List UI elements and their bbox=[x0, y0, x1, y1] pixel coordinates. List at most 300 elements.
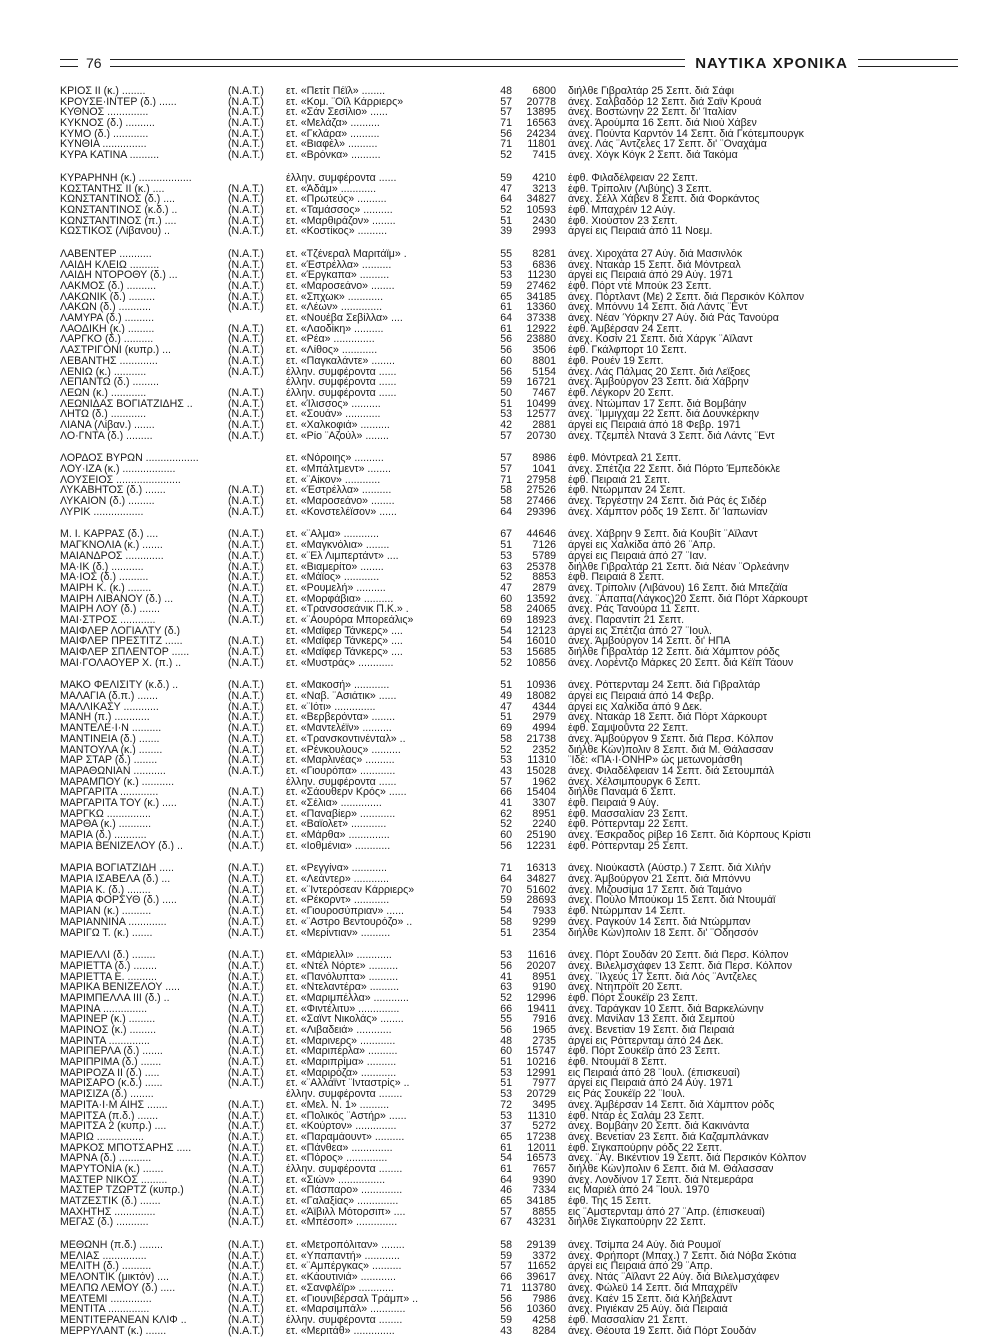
build-year: 64 bbox=[500, 873, 512, 886]
ship-name: ΜΑΛΑΓΙΑ (δ.π.) ....... bbox=[60, 691, 158, 702]
page-number: 76 bbox=[86, 55, 102, 71]
owner-info: ετ. «Ιοθμένια» ............ bbox=[286, 840, 391, 852]
movement: έφθ. Μπαχρέιν 12 Αύγ. bbox=[568, 204, 676, 216]
ship-name: ΜΑΣΤΕΡ ΤΖΩΡΤΖ (κυπρ.) bbox=[60, 1185, 184, 1196]
movement: έφθ. Φιλαδέλφειαν 22 Σεπτ. bbox=[568, 172, 698, 184]
ship-name: ΜΑΝΤΕΛΕ·Ι·Ν .......... bbox=[60, 723, 162, 734]
build-year: 66 bbox=[500, 786, 512, 799]
tonnage: 20730 bbox=[526, 429, 556, 442]
nat-status: (Ν.Α.Τ.) bbox=[228, 883, 264, 896]
nat-status: (Ν.Α.Τ.) bbox=[228, 571, 264, 584]
tonnage: 11310 bbox=[527, 754, 556, 767]
table-row bbox=[60, 205, 958, 216]
ship-name: ΜΑΡΙΑ Κ. (δ.) ........ bbox=[60, 884, 151, 896]
ship-group bbox=[60, 950, 958, 1228]
nat-status bbox=[228, 173, 286, 184]
ship-name: ΚΩΝΣΤΑΝΤΙΝΟΣ (κ.δ.) .. bbox=[60, 204, 178, 216]
build-year: 54 bbox=[500, 1152, 512, 1165]
ship-name: ΜΑΡΙΝΑ ............... bbox=[60, 1003, 148, 1015]
owner-info: ετ. «Ίλισσος» .......... bbox=[286, 398, 381, 410]
tonnage: 6836 bbox=[532, 258, 556, 271]
nat-status: (Ν.Α.Τ.) bbox=[228, 418, 264, 431]
nat-status: (Ν.Α.Τ.) bbox=[228, 1249, 264, 1262]
movement: διήλθε Σιγκαπούρην 22 Σεπτ. bbox=[568, 1217, 706, 1229]
tonnage: 4210 bbox=[532, 171, 556, 184]
movement: άνεχ. Βομβάην 20 Σεπτ. διά Κακινάντα bbox=[568, 1121, 750, 1132]
build-year: 53 bbox=[500, 949, 512, 962]
build-year: 47 bbox=[500, 182, 512, 195]
tonnage: 13592 bbox=[526, 592, 556, 605]
build-year: 58 bbox=[500, 603, 512, 616]
build-year: 51 bbox=[500, 397, 512, 410]
movement: άργεί εις Πειραιά άπό 14 Φεβρ. bbox=[568, 691, 715, 702]
nat-status: (Ν.Α.Τ.) bbox=[228, 839, 264, 852]
movement: άνεχ. Έσκραδος ρίβερ 16 Σεπτ. διά Κόρπους Κρίστι bbox=[568, 830, 811, 841]
ship-name: ΜΑ·ΙΟΣ (δ.) .......... bbox=[60, 572, 149, 583]
page bbox=[60, 52, 958, 1336]
movement: άνεχ. Λονδίνον 17 Σεπτ. διά Ντεμεράρα bbox=[568, 1174, 754, 1186]
owner-info: ετ. «Μαριπέρλα» .......... bbox=[286, 1046, 398, 1058]
tonnage: 23880 bbox=[526, 333, 556, 346]
nat-status: (Ν.Α.Τ.) bbox=[228, 1034, 264, 1047]
tonnage: 7467 bbox=[532, 386, 556, 399]
build-year: 52 bbox=[500, 656, 512, 669]
tonnage: 1041 bbox=[532, 463, 556, 475]
tonnage: 19411 bbox=[527, 1002, 556, 1015]
nat-status: (Ν.Α.Τ.) bbox=[228, 182, 264, 195]
movement: έφθ. Σαμψοΰντα 22 Σεπτ. bbox=[568, 723, 689, 734]
owner-info: ετ. «Γαλαξίας» .............. bbox=[286, 1196, 399, 1207]
movement: έφθ. Γκάλφπορτ 10 Σεπτ. bbox=[568, 345, 687, 356]
movement: άνεχ. ¨Αγ. Βικέντιον 19 Σεπτ. διά Περσικόν Κόλπον bbox=[568, 1153, 807, 1164]
nat-status: (Ν.Α.Τ.) bbox=[228, 1324, 264, 1337]
tonnage: 7933 bbox=[532, 905, 556, 918]
tonnage: 3307 bbox=[532, 796, 556, 809]
movement: άνεχ. Ριγιέκαν 25 Αύγ. διά Πειραιά bbox=[568, 1304, 728, 1315]
movement: άνεχ. Φώλεϋ 14 Σεπτ. διά Μπαχρέϊν bbox=[568, 1282, 738, 1294]
ship-name: ΜΑΡΙΚΑ ΒΕΝΙΖΕΛΟΥ ..... bbox=[60, 982, 180, 993]
owner-info: έλλην. συμφέροντα ...... bbox=[286, 172, 397, 184]
build-year: 53 bbox=[500, 646, 512, 658]
build-year: 53 bbox=[500, 549, 512, 562]
movement: έφθ. Ρουέν 19 Σεπτ. bbox=[568, 355, 664, 367]
ship-name: ΜΑΣΤΕΡ ΝΙΚΟΣ ......... bbox=[60, 1174, 168, 1186]
build-year: 61 bbox=[500, 322, 512, 335]
ship-name: ΜΑΡΙΑ ΒΟΓΙΑΤΖΙΔΗ ..... bbox=[60, 863, 174, 875]
ship-name: ΛΗΤΩ (δ.) ............ bbox=[60, 409, 147, 420]
tonnage: 12011 bbox=[527, 1141, 556, 1154]
tonnage: 2881 bbox=[532, 418, 556, 431]
ship-group bbox=[60, 173, 958, 237]
movement: έφθ. Ντώρμπαν 14 Σεπτ. bbox=[568, 906, 686, 917]
tonnage: 15028 bbox=[526, 764, 556, 777]
ship-name: ΜΑΡΘΑ (κ.) ........... bbox=[60, 819, 152, 830]
build-year: 52 bbox=[500, 149, 512, 162]
nat-status: (Ν.Α.Τ.) bbox=[228, 106, 264, 119]
ship-name: ΚΩΝΣΤΑΝΤΙΝΟΣ (π.) .... bbox=[60, 215, 177, 227]
owner-info: ετ. «Μαϊφερ Τάνκερς» .... bbox=[286, 636, 403, 647]
build-year: 61 bbox=[500, 301, 512, 314]
ship-name: ΛΑΣΤΡΙΓΟΝΙ (κυπρ.) ... bbox=[60, 345, 171, 356]
build-year: 58 bbox=[500, 915, 512, 928]
tonnage: 8284 bbox=[532, 1324, 556, 1337]
ship-name: ΜΑΓΚΝΟΛΙΑ (κ.) ....... bbox=[60, 540, 163, 551]
movement: άνεχ. Ντώμπαν 17 Σεπτ. διά Βομβάην bbox=[568, 398, 747, 410]
tonnage: 16721 bbox=[526, 376, 556, 389]
ship-name: ΚΥΚΝΟΣ (δ.) .......... bbox=[60, 118, 155, 129]
ship-name: ΛΑΜΥΡΑ (δ.) .......... bbox=[60, 313, 155, 324]
ship-name: ΚΥΘΝΟΣ .............. bbox=[60, 107, 149, 119]
ship-name: ΜΕΘΩΝΗ (π.δ.) ........ bbox=[60, 1240, 163, 1251]
movement: άνεχ. Παραντίπ 21 Σεπτ. bbox=[568, 614, 685, 626]
movement: έφθ. Ρόττερνταμ 25 Σεπτ. bbox=[568, 840, 689, 852]
build-year: 60 bbox=[500, 592, 512, 605]
build-year: 57 bbox=[500, 95, 512, 108]
tonnage: 10216 bbox=[526, 1056, 556, 1069]
nat-status: (Ν.Α.Τ.) bbox=[228, 397, 264, 410]
owner-info: ετ. «Τρανσοσεάνικ Π.Κ.» . bbox=[286, 604, 409, 615]
owner-info: ετ. «Γκλάρα» .......... bbox=[286, 128, 380, 140]
movement: άνεχ. ¨Ιμμιγχαμ 22 Σεπτ. διά Δουνκέρκην bbox=[568, 409, 760, 420]
build-year: 51 bbox=[500, 679, 512, 692]
ship-name: ΜΑΛΛΙΚΑΣΥ ............ bbox=[60, 701, 159, 713]
build-year: 65 bbox=[500, 290, 512, 303]
ship-name: ΛΕΝΙΩ (κ.) ........... bbox=[60, 366, 147, 378]
owner-info: ετ. «Παναβίερ» ............ bbox=[286, 808, 396, 820]
ship-name: ΜΑΡ ΣΤΑΡ (δ.) ........ bbox=[60, 755, 158, 766]
build-year: 41 bbox=[500, 970, 512, 983]
ship-group bbox=[60, 86, 958, 161]
nat-status: (Ν.Α.Τ.) bbox=[228, 1173, 264, 1186]
tonnage: 27958 bbox=[526, 473, 556, 486]
nat-status: (Ν.Α.Τ.) bbox=[228, 1303, 264, 1316]
movement: άνεχ. Βενετίαν 23 Σεπτ. διά Καζαμπλάνκαν bbox=[568, 1131, 769, 1143]
ship-name: ΜΑΡΙΣΙΖΑ (δ.) ........ bbox=[60, 1089, 154, 1100]
ship-name: ΛΟΡΔΟΣ ΒΥΡΩΝ .................. bbox=[60, 453, 199, 464]
movement: άνεχ. Νιούκαστλ (Αύστρ.) 7 Σεπτ. διά Χιλήν bbox=[568, 863, 771, 875]
ship-name: ΛΑΡΓΚΟ (δ.) .......... bbox=[60, 334, 154, 346]
ship-name: ΜΑΡΥΤΟΝΙΑ (κ.) ....... bbox=[60, 1163, 164, 1175]
tonnage: 16313 bbox=[526, 862, 556, 875]
nat-status: (Ν.Α.Τ.) bbox=[228, 484, 264, 497]
owner-info: ετ. «Νόροιης» .......... bbox=[286, 453, 384, 464]
ship-name: ΚΥΝΘΙΑ ............... bbox=[60, 139, 147, 151]
movement: έφθ. Τρίπολιν (Λιβύης) 3 Σεπτ. bbox=[568, 183, 712, 195]
header-rule-right bbox=[858, 59, 958, 67]
tonnage: 3495 bbox=[532, 1098, 556, 1111]
tonnage: 2354 bbox=[532, 926, 556, 939]
tonnage: 12922 bbox=[526, 322, 556, 335]
tonnage: 11230 bbox=[527, 269, 556, 282]
tonnage: 8801 bbox=[532, 354, 556, 367]
ship-name: ΚΩΝΣΤΑΝΤΙΝΟΣ (δ.) .... bbox=[60, 194, 175, 205]
build-year: 56 bbox=[500, 959, 512, 972]
owner-info: ετ. «Μάϊος» ............ bbox=[286, 572, 380, 583]
owner-info: ετ. «Μαροσεάνο» ........ bbox=[286, 496, 395, 507]
owner-info: ετ. «Μαϊφερ Τάνκερς» .... bbox=[286, 647, 403, 658]
owner-info: ετ. «Λαοδίκη» .......... bbox=[286, 323, 384, 335]
owner-info: ετ. «Σιών» ................ bbox=[286, 1174, 386, 1186]
movement: άνεχ. Άμβούργον 14 Σεπτ. δι' ΗΠΑ bbox=[568, 636, 731, 647]
owner-info: ετ. «Μερίντιαν» .......... bbox=[286, 927, 391, 939]
owner-info: ετ. «Σάν Σεσίλιο» ...... bbox=[286, 107, 388, 119]
nat-status: (Ν.Α.Τ.) bbox=[228, 873, 264, 886]
owner-info: ετ. «Πάνθεα» .............. bbox=[286, 1142, 393, 1154]
tonnage: 10360 bbox=[526, 1303, 556, 1316]
ship-name: ΜΑΙΦΛΕΡ ΠΡΕΣΤΙΤΖ ...... bbox=[60, 636, 183, 647]
nat-status: (Ν.Α.Τ.) bbox=[228, 1205, 264, 1218]
tonnage: 44646 bbox=[526, 528, 556, 541]
build-year: 42 bbox=[500, 418, 512, 431]
table-row bbox=[60, 1132, 958, 1143]
owner-info: ετ. «¨Αλμα» ............ bbox=[286, 529, 379, 541]
ship-name: ΛΥΡΙΚ ................. bbox=[60, 506, 144, 518]
build-year: 60 bbox=[500, 829, 512, 841]
owner-info: ετ. «Μαροσεάνο» ........ bbox=[286, 281, 395, 292]
movement: διήλθε Γιβραλτάρ 12 Σεπτ. διά Χάμπτον ρόδς bbox=[568, 647, 780, 658]
movement: έφθ. Πειραιά 9 Αύγ. bbox=[568, 797, 660, 809]
build-year: 51 bbox=[500, 539, 512, 552]
owner-info: ετ. «Πόρος» .............. bbox=[286, 1153, 388, 1164]
tonnage: 24234 bbox=[526, 127, 556, 140]
movement: έφθ. Άμβέρσαν 24 Σεπτ. bbox=[568, 323, 683, 335]
owner-info: ετ. «Μαρθιράζον» ........ bbox=[286, 215, 396, 227]
ship-name: ΜΑΧΗΤΗΣ .............. bbox=[60, 1206, 156, 1218]
tonnage: 3506 bbox=[532, 344, 556, 357]
owner-info: ετ. «Μυστράς» ............ bbox=[286, 657, 394, 669]
tonnage: 12996 bbox=[526, 991, 556, 1004]
tonnage: 4994 bbox=[532, 722, 556, 735]
movement: ¨Ιδέ: «ΠΑ·Ι·ΟΝΗΡ» ώς μετωνομάσθη bbox=[568, 755, 743, 766]
tonnage: 2735 bbox=[532, 1034, 556, 1047]
nat-status: (Ν.Α.Τ.) bbox=[228, 1162, 264, 1175]
build-year: 53 bbox=[500, 269, 512, 282]
movement: εις Ράς Σουκέϊρ 22 ¨Ιουλ. bbox=[568, 1089, 686, 1100]
ship-name: ΛΟΥΣΕΙΟΣ ...................... bbox=[60, 474, 181, 486]
build-year: 46 bbox=[500, 1184, 512, 1197]
nat-status: (Ν.Α.Τ.) bbox=[228, 85, 264, 97]
owner-info: ετ. «Ρεγγίνα» ............ bbox=[286, 863, 387, 875]
movement: έφθ. Ντάρ ές Σαλάμ 23 Σεπτ. bbox=[568, 1110, 705, 1122]
tonnage: 27466 bbox=[526, 495, 556, 508]
owner-info: ετ. «¨Ελ Λιμπερτάντ» .... bbox=[286, 550, 399, 562]
owner-info: ετ. «Μαριμπέλλα» ............ bbox=[286, 992, 409, 1004]
movement: άργεί εις Πειραιά άπό 24 Αύγ. 1971 bbox=[568, 1078, 733, 1090]
build-year: 57 bbox=[500, 775, 512, 788]
owner-info: ετ. «Σαϊντ Νικολάς» ........ bbox=[286, 1014, 404, 1025]
movement: έφθ. Της 15 Σεπτ. bbox=[568, 1196, 652, 1207]
nat-status: (Ν.Α.Τ.) bbox=[228, 1141, 264, 1154]
nat-status: (Ν.Α.Τ.) bbox=[228, 949, 264, 962]
build-year: 61 bbox=[500, 1162, 512, 1175]
tonnage: 5272 bbox=[532, 1120, 556, 1133]
owner-info: ετ. «Ντελαντέρα» .......... bbox=[286, 982, 400, 993]
movement: άνεχ. Άρούμπα 16 Σεπτ. διά Νιού Χάβεν bbox=[568, 118, 757, 129]
nat-status: (Ν.Α.Τ.) bbox=[228, 926, 264, 939]
build-year: 65 bbox=[500, 1130, 512, 1143]
nat-status: (Ν.Α.Τ.) bbox=[228, 354, 264, 367]
tonnage: 8951 bbox=[532, 970, 556, 983]
build-year: 59 bbox=[500, 1313, 512, 1326]
nat-status: (Ν.Α.Τ.) bbox=[228, 117, 264, 130]
build-year: 58 bbox=[500, 1239, 512, 1252]
ship-name: ΜΑΚΟ ΦΕΛΙΣΙΤΥ (κ.δ.) .. bbox=[60, 680, 179, 692]
owner-info: έλλην. συμφέροντα ........ bbox=[286, 1314, 403, 1326]
ship-name: ΜΑΝΤΟΥΛΑ (κ.) ........ bbox=[60, 744, 163, 756]
tonnage: 7334 bbox=[532, 1184, 556, 1197]
movement: άνεχ. Τρίπολιν (Λιβάνου) 16 Σεπτ. διά Μπεζάϊα bbox=[568, 582, 788, 594]
tonnage: 15404 bbox=[526, 786, 556, 799]
nat-status: (Ν.Α.Τ.) bbox=[228, 247, 264, 260]
owner-info: ετ. «Βιαμερίτο» ........ bbox=[286, 561, 384, 573]
movement: άνεχ. Σαλβαδόρ 12 Σεπτ. διά Σαϊν Κρουά bbox=[568, 96, 762, 108]
ship-name: ΛΕΩΝΙΔΑΣ ΒΟΓΙΑΤΖΙΔΗΣ .. bbox=[60, 398, 193, 410]
nat-status: (Ν.Α.Τ.) bbox=[228, 905, 264, 918]
nat-status: (Ν.Α.Τ.) bbox=[228, 690, 264, 703]
nat-status: (Ν.Α.Τ.) bbox=[228, 894, 264, 907]
movement: έφθ. Ντώρμπαν 24 Σεπτ. bbox=[568, 485, 686, 497]
owner-info: ετ. «Σπχωκ» ............ bbox=[286, 291, 384, 303]
ship-name: ΜΑΡΙΑ ΒΕΝΙΖΕΛΟΥ (δ.) .. bbox=[60, 840, 183, 852]
tonnage: 12991 bbox=[526, 1066, 556, 1079]
tonnage: 3213 bbox=[532, 182, 556, 195]
ship-name: ΚΩΣΤΑΝΤΗΣ ΙΙ (κ.) .... bbox=[60, 183, 165, 195]
table-row bbox=[60, 583, 958, 594]
movement: άργεί εις Σπέτζια άπό 27 ¨Ιουλ. bbox=[568, 625, 712, 637]
owner-info: ετ. «Λιβαδειά» ............ bbox=[286, 1025, 392, 1036]
movement: άνεχ. Νέαν Ύόρκην 27 Αύγ. διά Ράς Τανούρα bbox=[568, 313, 779, 324]
build-year: 56 bbox=[500, 127, 512, 140]
ship-name: ΜΑΡΙΡΟΖΑ ΙΙ (δ.) ..... bbox=[60, 1067, 160, 1079]
owner-info: έλλην. συμφέροντα ........ bbox=[286, 1089, 403, 1100]
ship-name: ΜΑΡΙΑ ΙΣΑΒΕΛΑ (δ.) ... bbox=[60, 874, 171, 885]
movement: άργεί εις Χαλκίδα άπό 26 ¨Απρ. bbox=[568, 540, 716, 551]
owner-info: ετ. «Ρέκορντ» ............ bbox=[286, 895, 390, 907]
ship-name: ΜΑΡΙΠΕΡΛΑ (δ.) ....... bbox=[60, 1046, 163, 1058]
owner-info: ετ. «Μελ. Ν. 1» .......... bbox=[286, 1099, 390, 1111]
nat-status: (Ν.Α.Τ.) bbox=[228, 258, 264, 271]
ship-name: ΜΑΝΤΙΝΕΙΑ (δ.) ....... bbox=[60, 733, 160, 745]
owner-info: ετ. «Μαϊφερ Τάνκερς» .... bbox=[286, 625, 403, 637]
build-year: 64 bbox=[500, 505, 512, 518]
tonnage: 15747 bbox=[526, 1045, 556, 1058]
movement: άνεχ. Άμβούργον 9 Σεπτ. διά Περσ. Κόλπον bbox=[568, 733, 774, 745]
nat-status: (Ν.Α.Τ.) bbox=[228, 1066, 264, 1079]
nat-status: (Ν.Α.Τ.) bbox=[228, 333, 264, 346]
movement: εις Μαριέλ άπό 24 ¨Ιουλ. 1970 bbox=[568, 1185, 710, 1196]
table-row bbox=[60, 173, 958, 184]
ship-name: ΛΕΠΑΝΤΩ (δ.) ......... bbox=[60, 377, 159, 388]
build-year: 70 bbox=[500, 883, 512, 896]
owner-info: ετ. «Σάουθερν Κρός» ...... bbox=[286, 787, 407, 798]
nat-status: (Ν.Α.Τ.) bbox=[228, 386, 264, 399]
tonnage: 8855 bbox=[532, 1205, 556, 1218]
ship-name: ΜΑΡΙΕΛΛΙ (δ.) ........ bbox=[60, 950, 156, 961]
owner-info: ετ. «Βιαφέλ» .......... bbox=[286, 139, 378, 151]
tonnage: 11652 bbox=[527, 1260, 556, 1273]
movement: άνεχ. Καέν 15 Σεπτ. διά Κλήβελαντ bbox=[568, 1293, 733, 1305]
build-year: 47 bbox=[500, 581, 512, 594]
nat-status: (Ν.Α.Τ.) bbox=[228, 193, 264, 206]
tonnage: 27462 bbox=[526, 280, 556, 292]
ship-name: ΛΑΚΩΝ (δ.) ........... bbox=[60, 302, 151, 314]
owner-info: ετ. «Άϊβιλλ Μότορσιπ» .... bbox=[286, 1206, 406, 1218]
ship-name: ΚΥΡΑΡΗΝΗ (κ.) .................. bbox=[60, 172, 192, 184]
nat-status: (Ν.Α.Τ.) bbox=[228, 743, 264, 756]
table-row bbox=[60, 766, 958, 777]
ship-name: ΜΑΡΙΑΝΝΙΝΑ ............. bbox=[60, 916, 167, 928]
ship-name: ΛΑΟΔΙΚΗ (κ.) ......... bbox=[60, 323, 155, 335]
nat-status: (Ν.Α.Τ.) bbox=[228, 280, 264, 292]
owner-info: ετ. «Φιντέλιτυ» .............. bbox=[286, 1003, 400, 1015]
build-year: 55 bbox=[500, 1013, 512, 1026]
owner-info: έλλην. συμφέροντα ...... bbox=[286, 387, 397, 399]
ship-group bbox=[60, 1240, 958, 1336]
build-year: 51 bbox=[500, 1077, 512, 1090]
movement: άνεχ. Μανίλαν 13 Σεπτ. διά Σεμπού bbox=[568, 1014, 735, 1025]
tonnage: 3372 bbox=[532, 1249, 556, 1262]
tonnage: 9299 bbox=[532, 915, 556, 928]
movement: άνεχ. Λάς ¨Αντζελες 17 Σεπτ. δι' ¨Οναχάμα bbox=[568, 139, 767, 151]
movement: έφθ. Ντουμάϊ 8 Σεπτ. bbox=[568, 1057, 667, 1068]
tonnage: 34827 bbox=[526, 873, 556, 886]
table-row bbox=[60, 150, 958, 161]
table-row bbox=[60, 961, 958, 972]
tonnage: 25378 bbox=[526, 560, 556, 573]
build-year: 54 bbox=[500, 624, 512, 637]
nat-status: (Ν.Α.Τ.) bbox=[228, 754, 264, 767]
owner-info: ετ. «Λέων» .............. bbox=[286, 302, 383, 314]
ship-name: ΚΩΣΤΙΚΟΣ (Λίβανου) .. bbox=[60, 226, 170, 237]
build-year: 51 bbox=[500, 711, 512, 724]
build-year: 58 bbox=[500, 732, 512, 745]
owner-info: ετ. «Κονστελέϊσον» ...... bbox=[286, 506, 397, 518]
movement: άνεχ. Άμβούργον 23 Σεπτ. διά Χάβρην bbox=[568, 377, 749, 388]
table-row bbox=[60, 507, 958, 518]
movement: άνεχ. Ρόττερνταμ 24 Σεπτ. διά Γιβραλτάρ bbox=[568, 680, 761, 692]
nat-status: (Ν.Α.Τ.) bbox=[228, 592, 264, 605]
build-year: 59 bbox=[500, 1249, 512, 1262]
nat-status: (Ν.Α.Τ.) bbox=[228, 915, 264, 928]
build-year: 64 bbox=[500, 312, 512, 325]
owner-info: ετ. «¨Αστρο Βεντουρόζο» .. bbox=[286, 916, 413, 928]
build-year: 57 bbox=[500, 1205, 512, 1218]
tonnage: 7657 bbox=[532, 1162, 556, 1175]
build-year: 55 bbox=[500, 247, 512, 260]
table-row bbox=[60, 1294, 958, 1305]
tonnage: 10856 bbox=[526, 656, 556, 669]
movement: έφθ. Πειραιά 21 Σεπτ. bbox=[568, 474, 671, 486]
tonnage: 20729 bbox=[526, 1088, 556, 1101]
build-year: 59 bbox=[500, 280, 512, 292]
ship-name: ΜΑΙ·ΓΟΛΑΟΥΕΡ Χ. (π.) .. bbox=[60, 657, 182, 669]
movement: άνεχ. Ταράγκαν 10 Σεπτ. διά Βαρκελώνην bbox=[568, 1003, 764, 1015]
nat-status: (Ν.Α.Τ.) bbox=[228, 560, 264, 573]
ship-name: ΚΥΜΟ (δ.) ............ bbox=[60, 128, 149, 140]
ship-name: ΜΑΙΡΗ ΛΟΥ (δ.) ....... bbox=[60, 604, 160, 615]
nat-status: (Ν.Α.Τ.) bbox=[228, 149, 264, 162]
movement: έφθ. Μασσαλίαν 23 Σεπτ. bbox=[568, 808, 688, 820]
build-year: 56 bbox=[500, 1303, 512, 1316]
owner-info: ετ. «Λίθος» ............ bbox=[286, 345, 378, 356]
ship-name: ΜΑΡΝΑ (δ.) ........... bbox=[60, 1153, 152, 1164]
owner-info: ετ. «Μαρινερς» ............ bbox=[286, 1035, 396, 1047]
owner-info: ετ. «Βαϊολετ» ............ bbox=[286, 819, 387, 830]
ship-name: ΜΕΛΙΤΗ (δ.) .......... bbox=[60, 1261, 152, 1273]
movement: άνεχ. Ντακάρ 15 Σεπτ. διά Μόντρεαλ bbox=[568, 259, 741, 271]
header-rule-left bbox=[60, 59, 78, 67]
table-row bbox=[60, 356, 958, 367]
